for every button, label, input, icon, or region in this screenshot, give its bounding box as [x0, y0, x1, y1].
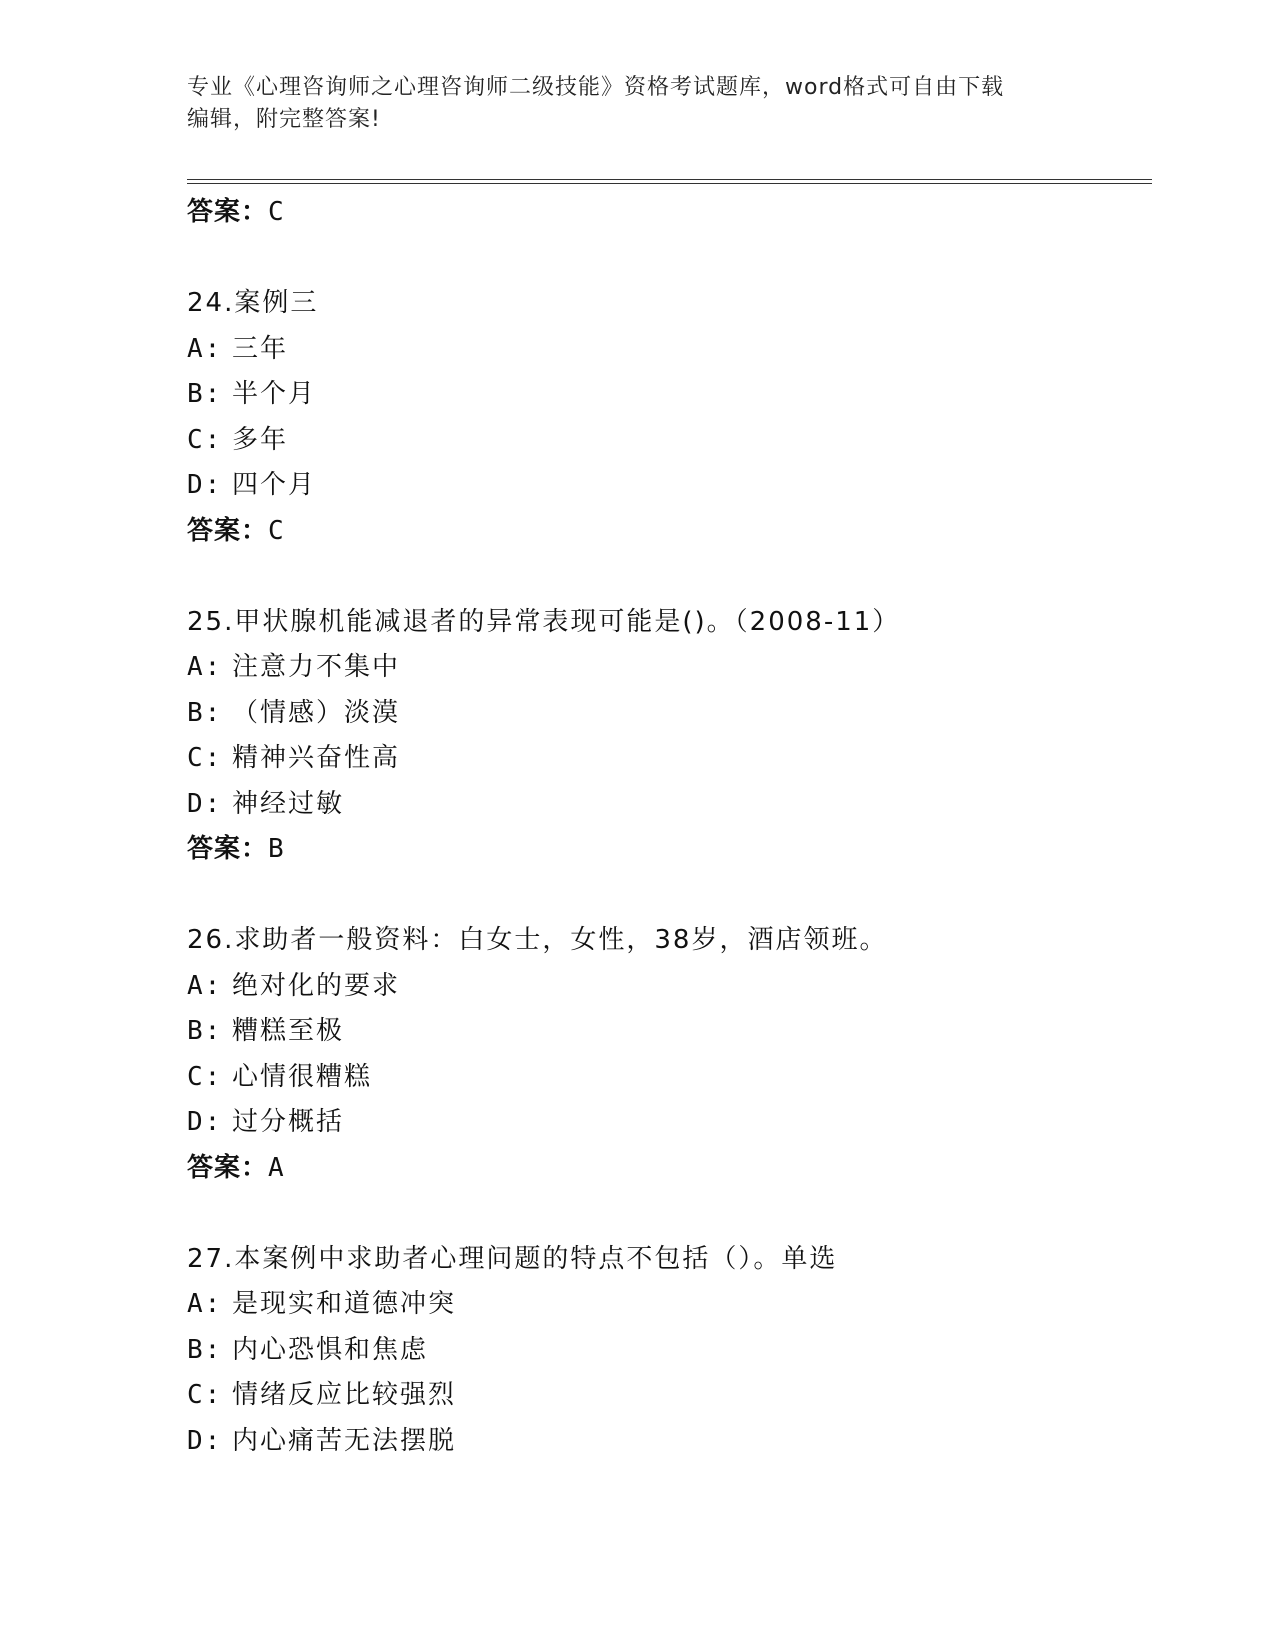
option-text: 心情很糟糕	[232, 1061, 373, 1092]
option-a	[187, 964, 1147, 1010]
option-text: （情感）淡漠	[232, 697, 401, 728]
option-letter: A:	[187, 970, 223, 1001]
option-text: 四个月	[232, 470, 317, 500]
question-text: 案例三	[234, 288, 319, 318]
option-b	[187, 372, 1147, 418]
option-letter: A:	[187, 333, 223, 364]
option-text: 内心恐惧和焦虑	[232, 1334, 429, 1365]
option-text: 是现实和道德冲突	[232, 1289, 457, 1319]
option-letter: D:	[187, 788, 223, 819]
option-text: 精神兴奋性高	[232, 743, 401, 773]
header-line-2: 编辑，附完整答案!	[187, 107, 381, 132]
option-text: 内心痛苦无法摆脱	[232, 1425, 457, 1456]
header-divider-top	[187, 179, 1152, 180]
question-list	[187, 190, 1147, 1464]
header-divider-bottom	[187, 183, 1152, 184]
option-letter: A:	[187, 1289, 223, 1319]
option-b	[187, 691, 1147, 737]
option-text: 情绪反应比较强烈	[232, 1380, 457, 1410]
option-letter: D:	[187, 1425, 223, 1456]
option-letter: A:	[187, 652, 223, 682]
option-text: 糟糕至极	[232, 1016, 345, 1046]
question-number: 27.	[187, 1243, 235, 1274]
option-d	[187, 1419, 1147, 1465]
question-block	[187, 600, 1147, 873]
question-stem	[187, 600, 1147, 646]
option-letter: B:	[187, 697, 223, 728]
option-c	[187, 736, 1147, 782]
question-text: 求助者一般资料：白女士，女性，38岁，酒店领班。	[234, 925, 888, 955]
option-letter: D:	[187, 1107, 223, 1137]
option-d	[187, 782, 1147, 828]
option-text: 过分概括	[232, 1107, 345, 1137]
answer-line	[187, 509, 1147, 555]
option-c	[187, 418, 1147, 464]
spacer	[187, 873, 1147, 919]
question-stem	[187, 918, 1147, 964]
spacer	[187, 236, 1147, 282]
option-letter: B:	[187, 379, 223, 409]
option-text: 神经过敏	[232, 788, 345, 819]
question-block	[187, 281, 1147, 554]
question-number: 25.	[187, 606, 235, 637]
document-header	[187, 72, 1087, 136]
spacer	[187, 554, 1147, 600]
option-text: 半个月	[232, 379, 317, 409]
question-stem	[187, 1237, 1147, 1283]
answer-value: C	[268, 197, 285, 227]
header-line-1: 专业《心理咨询师之心理咨询师二级技能》资格考试题库，word格式可自由下载	[187, 75, 1005, 100]
answer-label: 答案：	[187, 515, 269, 546]
option-letter: B:	[187, 1016, 223, 1046]
answer-label: 答案：	[187, 197, 269, 227]
answer-value: C	[268, 515, 285, 546]
option-letter: B:	[187, 1334, 223, 1365]
answer-line	[187, 190, 1147, 236]
option-b	[187, 1328, 1147, 1374]
option-text: 多年	[232, 424, 289, 455]
question-block	[187, 918, 1147, 1191]
option-letter: D:	[187, 470, 223, 500]
question-number: 26.	[187, 925, 235, 955]
option-letter: C:	[187, 424, 223, 455]
option-letter: C:	[187, 743, 223, 773]
answer-line	[187, 1146, 1147, 1192]
answer-label: 答案：	[187, 1152, 269, 1183]
answer-line	[187, 827, 1147, 873]
answer-value: A	[268, 1152, 285, 1183]
option-text: 三年	[232, 333, 289, 364]
option-a	[187, 645, 1147, 691]
question-text: 甲状腺机能减退者的异常表现可能是()。（2008-11）	[234, 606, 901, 637]
option-d	[187, 463, 1147, 509]
option-c	[187, 1373, 1147, 1419]
option-text: 绝对化的要求	[232, 970, 401, 1001]
option-d	[187, 1100, 1147, 1146]
answer-value: B	[268, 834, 285, 864]
question-text: 本案例中求助者心理问题的特点不包括（）。单选	[234, 1243, 838, 1274]
answer-label: 答案：	[187, 834, 269, 864]
option-a	[187, 327, 1147, 373]
option-letter: C:	[187, 1061, 223, 1092]
option-c	[187, 1055, 1147, 1101]
question-stem	[187, 281, 1147, 327]
question-number: 24.	[187, 288, 235, 318]
question-block	[187, 1237, 1147, 1465]
option-a	[187, 1282, 1147, 1328]
option-letter: C:	[187, 1380, 223, 1410]
option-text: 注意力不集中	[232, 652, 401, 682]
spacer	[187, 1191, 1147, 1237]
option-b	[187, 1009, 1147, 1055]
